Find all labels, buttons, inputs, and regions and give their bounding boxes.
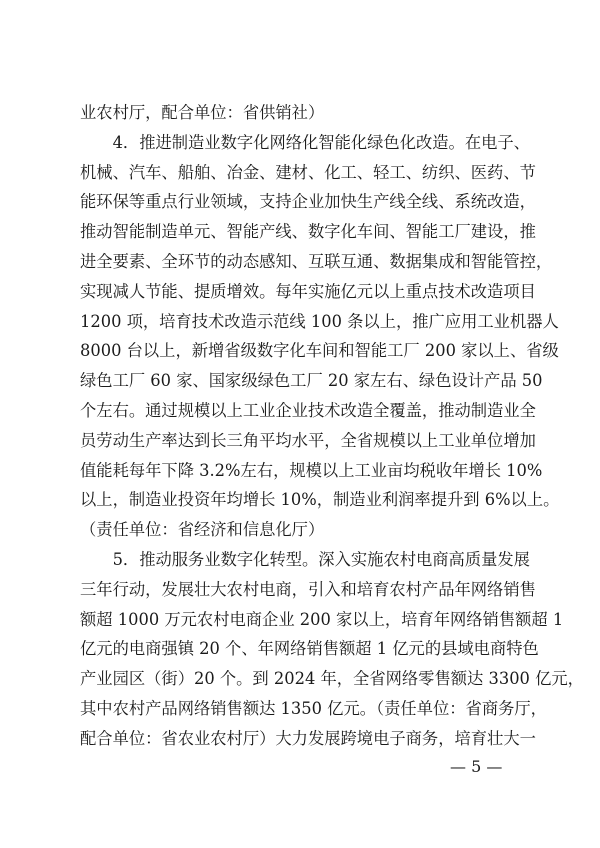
text-line: 推动智能制造单元、智能产线、数字化车间、智能工厂建设，推 [80,222,536,242]
text-line: 个左右。通过规模以上工业企业技术改造全覆盖，推动制造业全 [80,400,536,420]
text-line: 产业园区（街）20 个。到 2024 年，全省网络零售额达 3300 亿元， [80,669,584,689]
text-line: 8000 台以上，新增省级数字化车间和智能工厂 200 家以上、省级 [80,341,559,361]
page-number: — 5 — [450,757,503,776]
text-line: 其中农村产品网络销售额达 1350 亿元。（责任单位：省商务厅， [80,698,547,718]
text-line: 以上，制造业投资年均增长 10%，制造业利润率提升到 6%以上。 [80,490,560,510]
text-line: 三年行动，发展壮大农村电商，引入和培育农村产品年网络销售 [80,579,536,599]
document-body [80,98,584,754]
text-line: 值能耗每年下降 3.2%左右，规模以上工业亩均税收年增长 10% [80,460,543,480]
text-line: 亿元的电商强镇 20 个、年网络销售额超 1 亿元的县域电商特色 [80,639,539,659]
text-line: 绿色工厂 60 家、国家级绿色工厂 20 家左右、绿色设计产品 50 [80,371,543,391]
text-line: 员劳动生产率达到长三角平均水平，全省规模以上工业单位增加 [80,430,536,450]
text-line: 额超 1000 万元农村电商企业 200 家以上，培育年网络销售额超 1 [80,609,564,629]
text-line: 4．推进制造业数字化网络化智能化绿色化改造。在电子、 [80,132,530,152]
text-line: 机械、汽车、船舶、冶金、建材、化工、轻工、纺织、医药、节 [80,162,536,182]
text-line: 进全要素、全环节的动态感知、互联互通、数据集成和智能管控， [80,251,553,271]
text-line: 实现减人节能、提质增效。每年实施亿元以上重点技术改造项目 [80,281,536,301]
text-line: 5．推动服务业数字化转型。深入实施农村电商高质量发展 [80,549,530,569]
text-line: 能环保等重点行业领域，支持企业加快生产线全线、系统改造， [80,192,536,212]
text-line: 1200 项，培育技术改造示范线 100 条以上，推广应用工业机器人 [80,311,559,331]
text-line: （责任单位：省经济和信息化厅） [80,520,325,540]
text-line: 配合单位：省农业农村厅）大力发展跨境电子商务，培育壮大一 [80,728,536,748]
text-line: 业农村厅，配合单位：省供销社） [80,103,325,122]
